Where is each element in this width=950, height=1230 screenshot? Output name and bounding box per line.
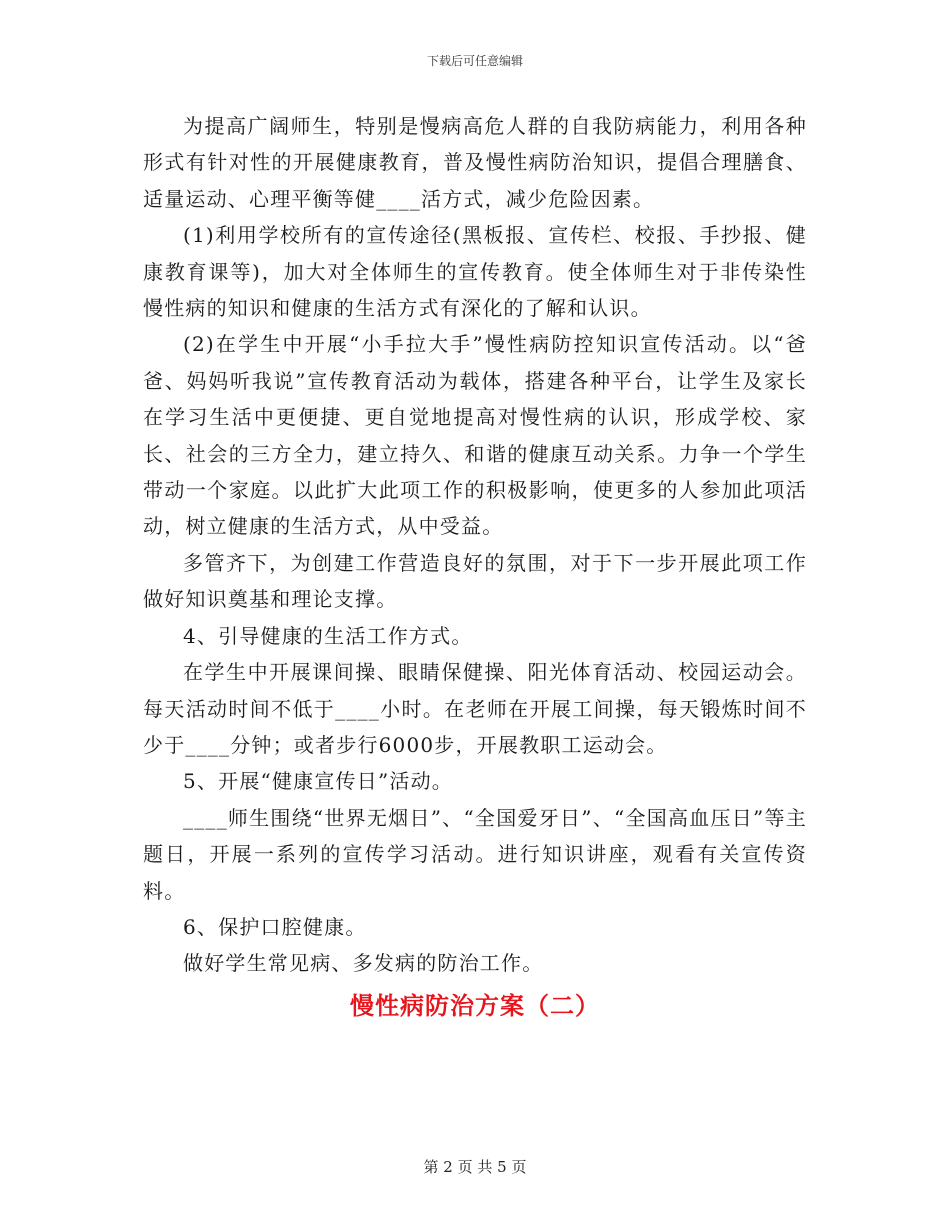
paragraph-item-2: (2)在学生中开展“小手拉大手”慢性病防控知识宣传活动。以“爸爸、妈妈听我说”宣传教育活动为载体，搭建各种平台，让学生及家长在学习生活中更便捷、更自觉地提高对慢性病的认识，形成学校、家长、社会的三方全力，建立持久、和谐的健康互动关系。力争一个学生带动一个家庭。以此扩大此项工作的积极影响，使更多的人参加此项活动，树立健康的生活方式，从中受益。 [143,332,807,539]
section-title: 慢性病防治方案（二） [350,990,600,1020]
paragraph-section-4: 在学生中开展课间操、眼睛保健操、阳光体育活动、校园运动会。每天活动时间不低于____小时。在老师在开展工间操，每天锻炼时间不少于____分钟；或者步行6000步，开展教职工运动会。 [143,660,807,757]
paragraph-section-6: 做好学生常见病、多发病的防治工作。 [183,951,544,976]
paragraph-intro: 为提高广阔师生，特别是慢病高危人群的自我防病能力，利用各种形式有针对性的开展健康教育，普及慢性病防治知识，提倡合理膳食、适量运动、心理平衡等健____活方式，减少危险因素。 [143,114,807,211]
paragraph-item-1: (1)利用学校所有的宣传途径(黑板报、宣传栏、校报、手抄报、健康教育课等)，加大对全体师生的宣传教育。使全体师生对于非传染性慢性病的知识和健康的生活方式有深化的了解和认识。 [143,223,807,321]
page-footer: 第 2 页 共 5 页 [423,1158,527,1176]
heading-section-5: 5、开展“健康宣传日”活动。 [183,769,453,794]
heading-section-6: 6、保护口腔健康。 [183,914,367,939]
paragraph-summary: 多管齐下，为创建工作营造良好的氛围，对于下一步开展此项工作做好知识奠基和理论支撑。 [143,550,807,612]
page-header: 下载后可任意编辑 [426,54,523,68]
paragraph-section-5: ____师生围绕“世界无烟日”、“全国爱牙日”、“全国高血压日”等主题日，开展一系列的宣传学习活动。进行知识讲座，观看有关宣传资料。 [143,805,807,903]
heading-section-4: 4、引导健康的生活工作方式。 [183,623,473,648]
document-body [143,108,807,1024]
